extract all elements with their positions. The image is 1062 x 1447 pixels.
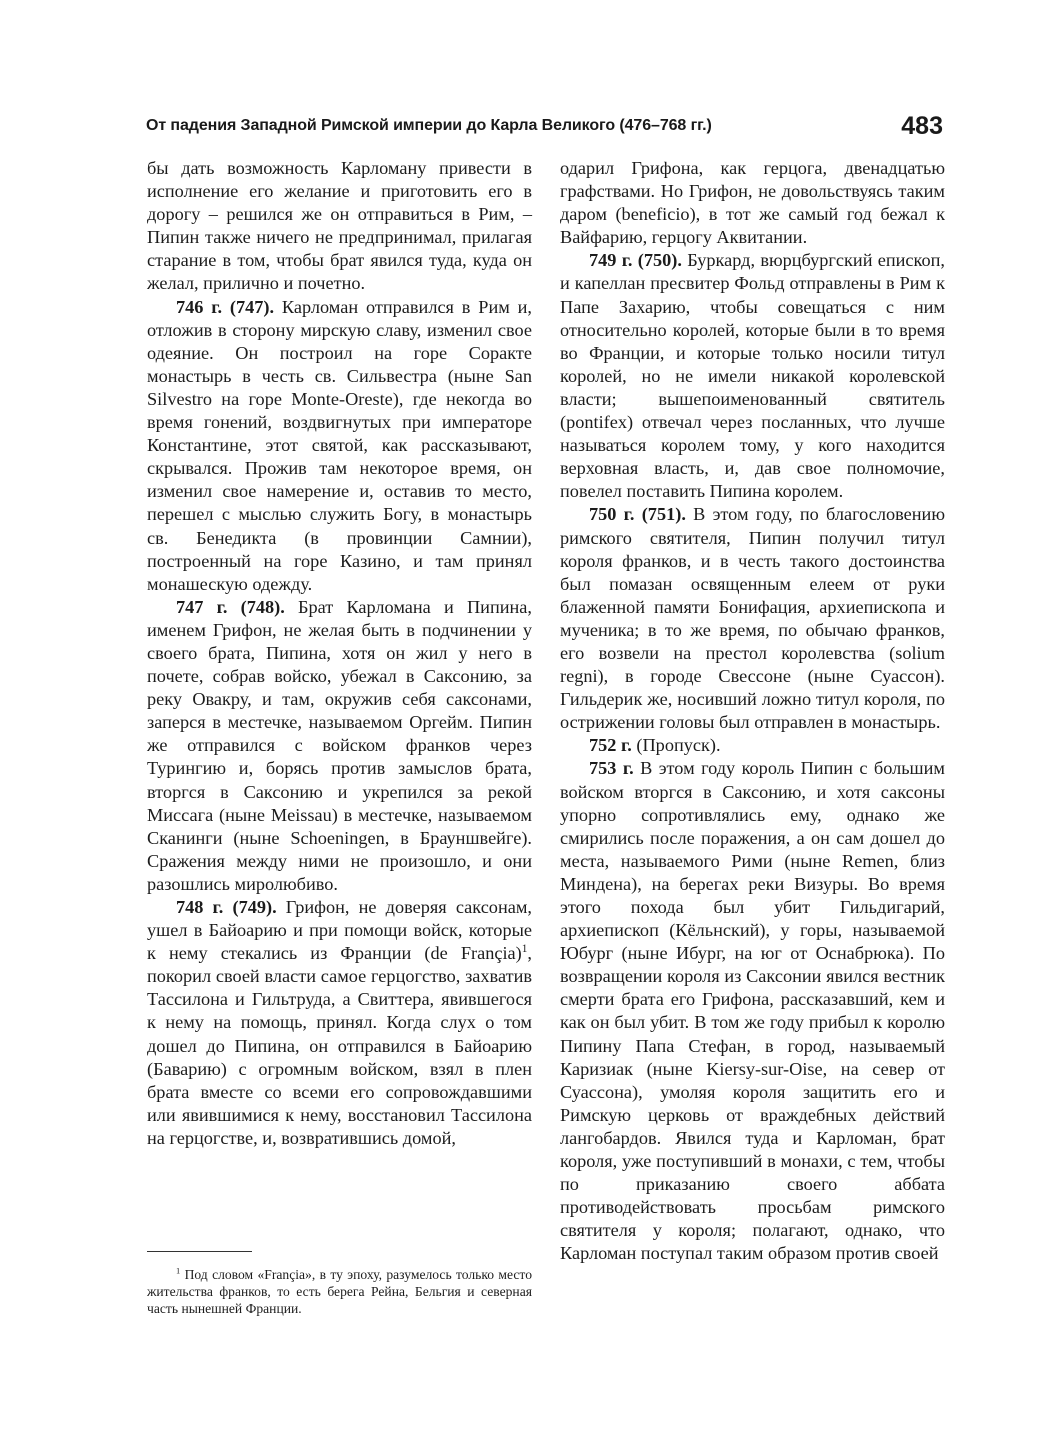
paragraph-continued — [147, 157, 532, 296]
running-head — [146, 112, 943, 146]
year-heading: 748 г. (749). — [176, 897, 277, 917]
paragraph-text: , покорил своей власти самое герцогство, захватив Тассилона и Гильтруда, а Свиттера, явившегося к нему на помощь, принял. Когда слух о том дошел до Пипина, он отправился в Байоарию (Баварию) с огромным войском, взял в плен брата вместе со всеми его сопровождавшими или явившимися к нему, восстановил Тассилона на герцогстве, и, возвратившись домой, — [147, 943, 532, 1148]
paragraph-text: бы дать возможность Карломану привести в исполнение его желание и приготовить его в дорогу – решился же он отправиться в Рим, – Пипин также ничего не предпринимал, прилагая старание в том, чтобы брат явился туда, куда он желал, прилично и почетно. — [147, 158, 532, 294]
paragraph-text: Грифон, не доверяя саксонам, ушел в Байоарию и при помощи войск, которые к нему стекались из Франции (de Françia) — [147, 897, 532, 964]
year-heading: 750 г. (751). — [589, 504, 686, 525]
year-heading: 746 г. (747). — [176, 296, 275, 317]
paragraph-year-749 — [560, 249, 945, 503]
footnote-text: Под словом «Françia», в ту эпоху, разумелось только место жительства франков, то есть берега Рейна, Бельгия и северная часть нынешней Франции. — [147, 1267, 532, 1317]
footnote-number: 1 — [176, 1265, 181, 1276]
paragraph-text: Буркард, вюрцбургский епископ, и капеллан пресвитер Фольд отправлены в Рим к Папе Захарию, чтобы совещаться с ним относительно королей, которые были в то время во Франции, и которые только носили титул королей, но не имели никакой королевской власти; вышепоименованный святитель (pontifex) отвечал через посланных, что лучше называться королем тому, у кого находится верховная власть, и, дав свое полномочие, повелел поставить Пипина королем. — [560, 250, 945, 502]
year-heading: 747 г. (748). — [176, 596, 285, 617]
paragraph-text: (Пропуск). — [631, 735, 721, 756]
year-heading: 752 г. — [589, 735, 632, 756]
paragraph-year-748 — [147, 896, 532, 1150]
paragraph-year-753 — [560, 757, 945, 1265]
paragraph-text: Карломан отправился в Рим и, отложив в сторону мирскую славу, изменил свое одеяние. Он построил на горе Соракте монастырь в честь св. Сильвестра (ныне San Silvestro на горе Monte-Oreste), где некогда во время гонений, воздвигнутых при императоре Константине, этот святой, как рассказывают, скрывался. Прожив там некоторое время, он изменил свое намерение и, оставив то место, перешел с мыслью служить Богу, в монастырь св. Бенедикта (в провинции Самнии), построенный на горе Казино, и там принял монашескую одежду. — [147, 296, 532, 594]
running-head-title: От падения Западной Римской империи до Карла Великого (476–768 гг.) — [146, 117, 712, 134]
paragraph-text: В этом году король Пипин с большим войском вторгся в Саксонию, и хотя саксоны упорно сопротивлялись ему, однако же смирились после поражения, а он сам дошел до места, называемого Рими (ныне Remen, близ Миндена), на берегах реки Визуры. Во время этого похода был убит Гильдигарий, архиепископ (Кёльнский), у горы, называемой Юбург (ныне Ибург, на юг от Оснабрюка). По возвращении короля из Саксонии явился вестник смерти брата его Грифона, рассказавший, кем и как он был убит. В том же году прибыл к королю Пипину Папа Стефан, в город, называемый Каризиак (ныне Kiersy-sur-Oise, на север от Суассона), умоляя короля защитить его и Римскую церковь от враждебных действий лангобардов. Явился туда и Карломан, брат короля, уже поступивший в монахи, с тем, чтобы по приказанию своего аббата противодействовать просьбам римского святителя у короля; полагают, однако, что Карломан поступал таким образом против своей — [560, 758, 945, 1264]
paragraph-text: Брат Карломана и Пипина, именем Грифон, не желая быть в подчинении у своего брата, Пипина, хотя он жил у него в почете, собрав войско, убежал в Саксонию, за реку Овакру, и там, окружив себя саксонами, заперся в местечке, называемом Оргейм. Пипин же отправился с войском франков через Турингию и, борясь против замыслов брата, вторгся в Саксонию и укрепился за рекой Миссага (ныне Meissau) в местечке, называемом Сканинги (ныне Schoeningen, в Брауншвейге). Сражения между ними не произошло, и они разошлись миролюбиво. — [147, 596, 532, 894]
page-number: 483 — [901, 112, 943, 140]
footnote — [147, 1266, 532, 1318]
paragraph-continued — [560, 157, 945, 249]
right-column — [560, 157, 945, 1266]
paragraph-text: В этом году, по благословению римского святителя, Пипин получил титул короля франков, и в честь такого достоинства был помазан освященным елеем от руки блаженной памяти Бонифация, архиепископа и мученика; в то же время, по обычаю франков, его возвели на престол королевства (solium regni), в городе Свессоне (ныне Суассон). Гильдерик же, носивший ложно титул короля, по острижении головы был отправлен в монастырь. — [560, 504, 945, 733]
footnote-reference: 1 — [521, 943, 528, 956]
paragraph-year-747 — [147, 596, 532, 896]
paragraph-year-750 — [560, 503, 945, 734]
paragraph-year-752 — [560, 734, 945, 757]
year-heading: 749 г. (750). — [589, 250, 682, 271]
paragraph-text: одарил Грифона, как герцога, двенадцатью графствами. Но Грифон, не довольствуясь таким даром (beneficio), в тот же самый год бежал к Вайфарию, герцогу Аквитании. — [560, 158, 945, 248]
year-heading: 753 г. — [589, 758, 634, 779]
paragraph-year-746 — [147, 296, 532, 596]
footnote-separator — [147, 1251, 252, 1252]
left-column — [147, 157, 532, 1150]
